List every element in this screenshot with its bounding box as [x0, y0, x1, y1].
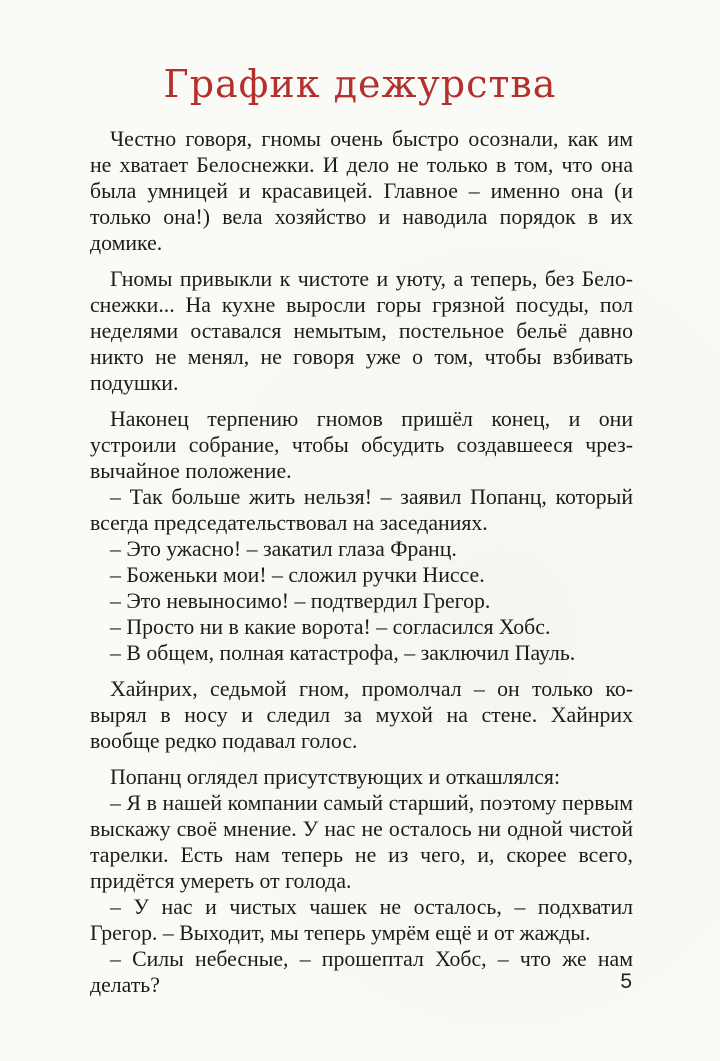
dialogue-line: – Это невыносимо! – подтвердил Грегор. [110, 589, 491, 613]
dialogue-line: – Я в нашей компании самый старший, поэтому первым выскажу своё мнение. У нас не осталось ни одной чистой тарелки. Есть нам теперь не из чего, и, скорее всего, придётся умереть от голода. [90, 791, 633, 893]
paragraph: Наконец терпению гномов пришёл конец, и они устроили собрание, чтобы обсудить создавшееся чрезвычайное положение. [90, 407, 633, 483]
chapter-title: График дежурства [163, 62, 557, 106]
dialogue-line: – Так больше жить нельзя! – заявил Попанц, который всегда председательствовал на заседаниях. [90, 485, 633, 535]
paragraph: Хайнрих, седьмой гном, промолчал – он только ковырял в носу и следил за мухой на стене. Хайнрих вообще редко подавал голос. [90, 677, 633, 753]
page-number: 5 [620, 970, 632, 993]
paragraph: Честно говоря, гномы очень быстро осознали, как им не хватает Белоснежки. И дело не только в том, что она была умницей и красавицей. Главное – именно она (и только она!) вела хозяйство и наводила порядок в их домике. [90, 127, 633, 255]
dialogue-line: – Силы небесные, – прошептал Хобс, – что же нам делать? [90, 947, 633, 997]
dialogue-line: – Просто ни в какие ворота! – согласился Хобс. [110, 615, 551, 639]
dialogue-line: – В общем, полная катастрофа, – заключил Пауль. [110, 641, 576, 665]
chapter-text [90, 126, 633, 998]
dialogue-line: – Это ужасно! – закатил глаза Франц. [110, 537, 457, 561]
paragraph: Гномы привыкли к чистоте и уюту, а теперь, без Белоснежки... На кухне выросли горы грязной посуды, пол неделями оставался немытым, постельное бельё давно никто не менял, не говоря уже о том, чтобы взбивать подушки. [90, 267, 633, 395]
paragraph: Попанц оглядел присутствующих и откашлялся: [110, 765, 561, 789]
dialogue-line: – Боженьки мои! – сложил ручки Ниссе. [110, 563, 485, 587]
dialogue-line: – У нас и чистых чашек не осталось, – подхватил Грегор. – Выходит, мы теперь умрём ещё и от жажды. [90, 895, 633, 945]
